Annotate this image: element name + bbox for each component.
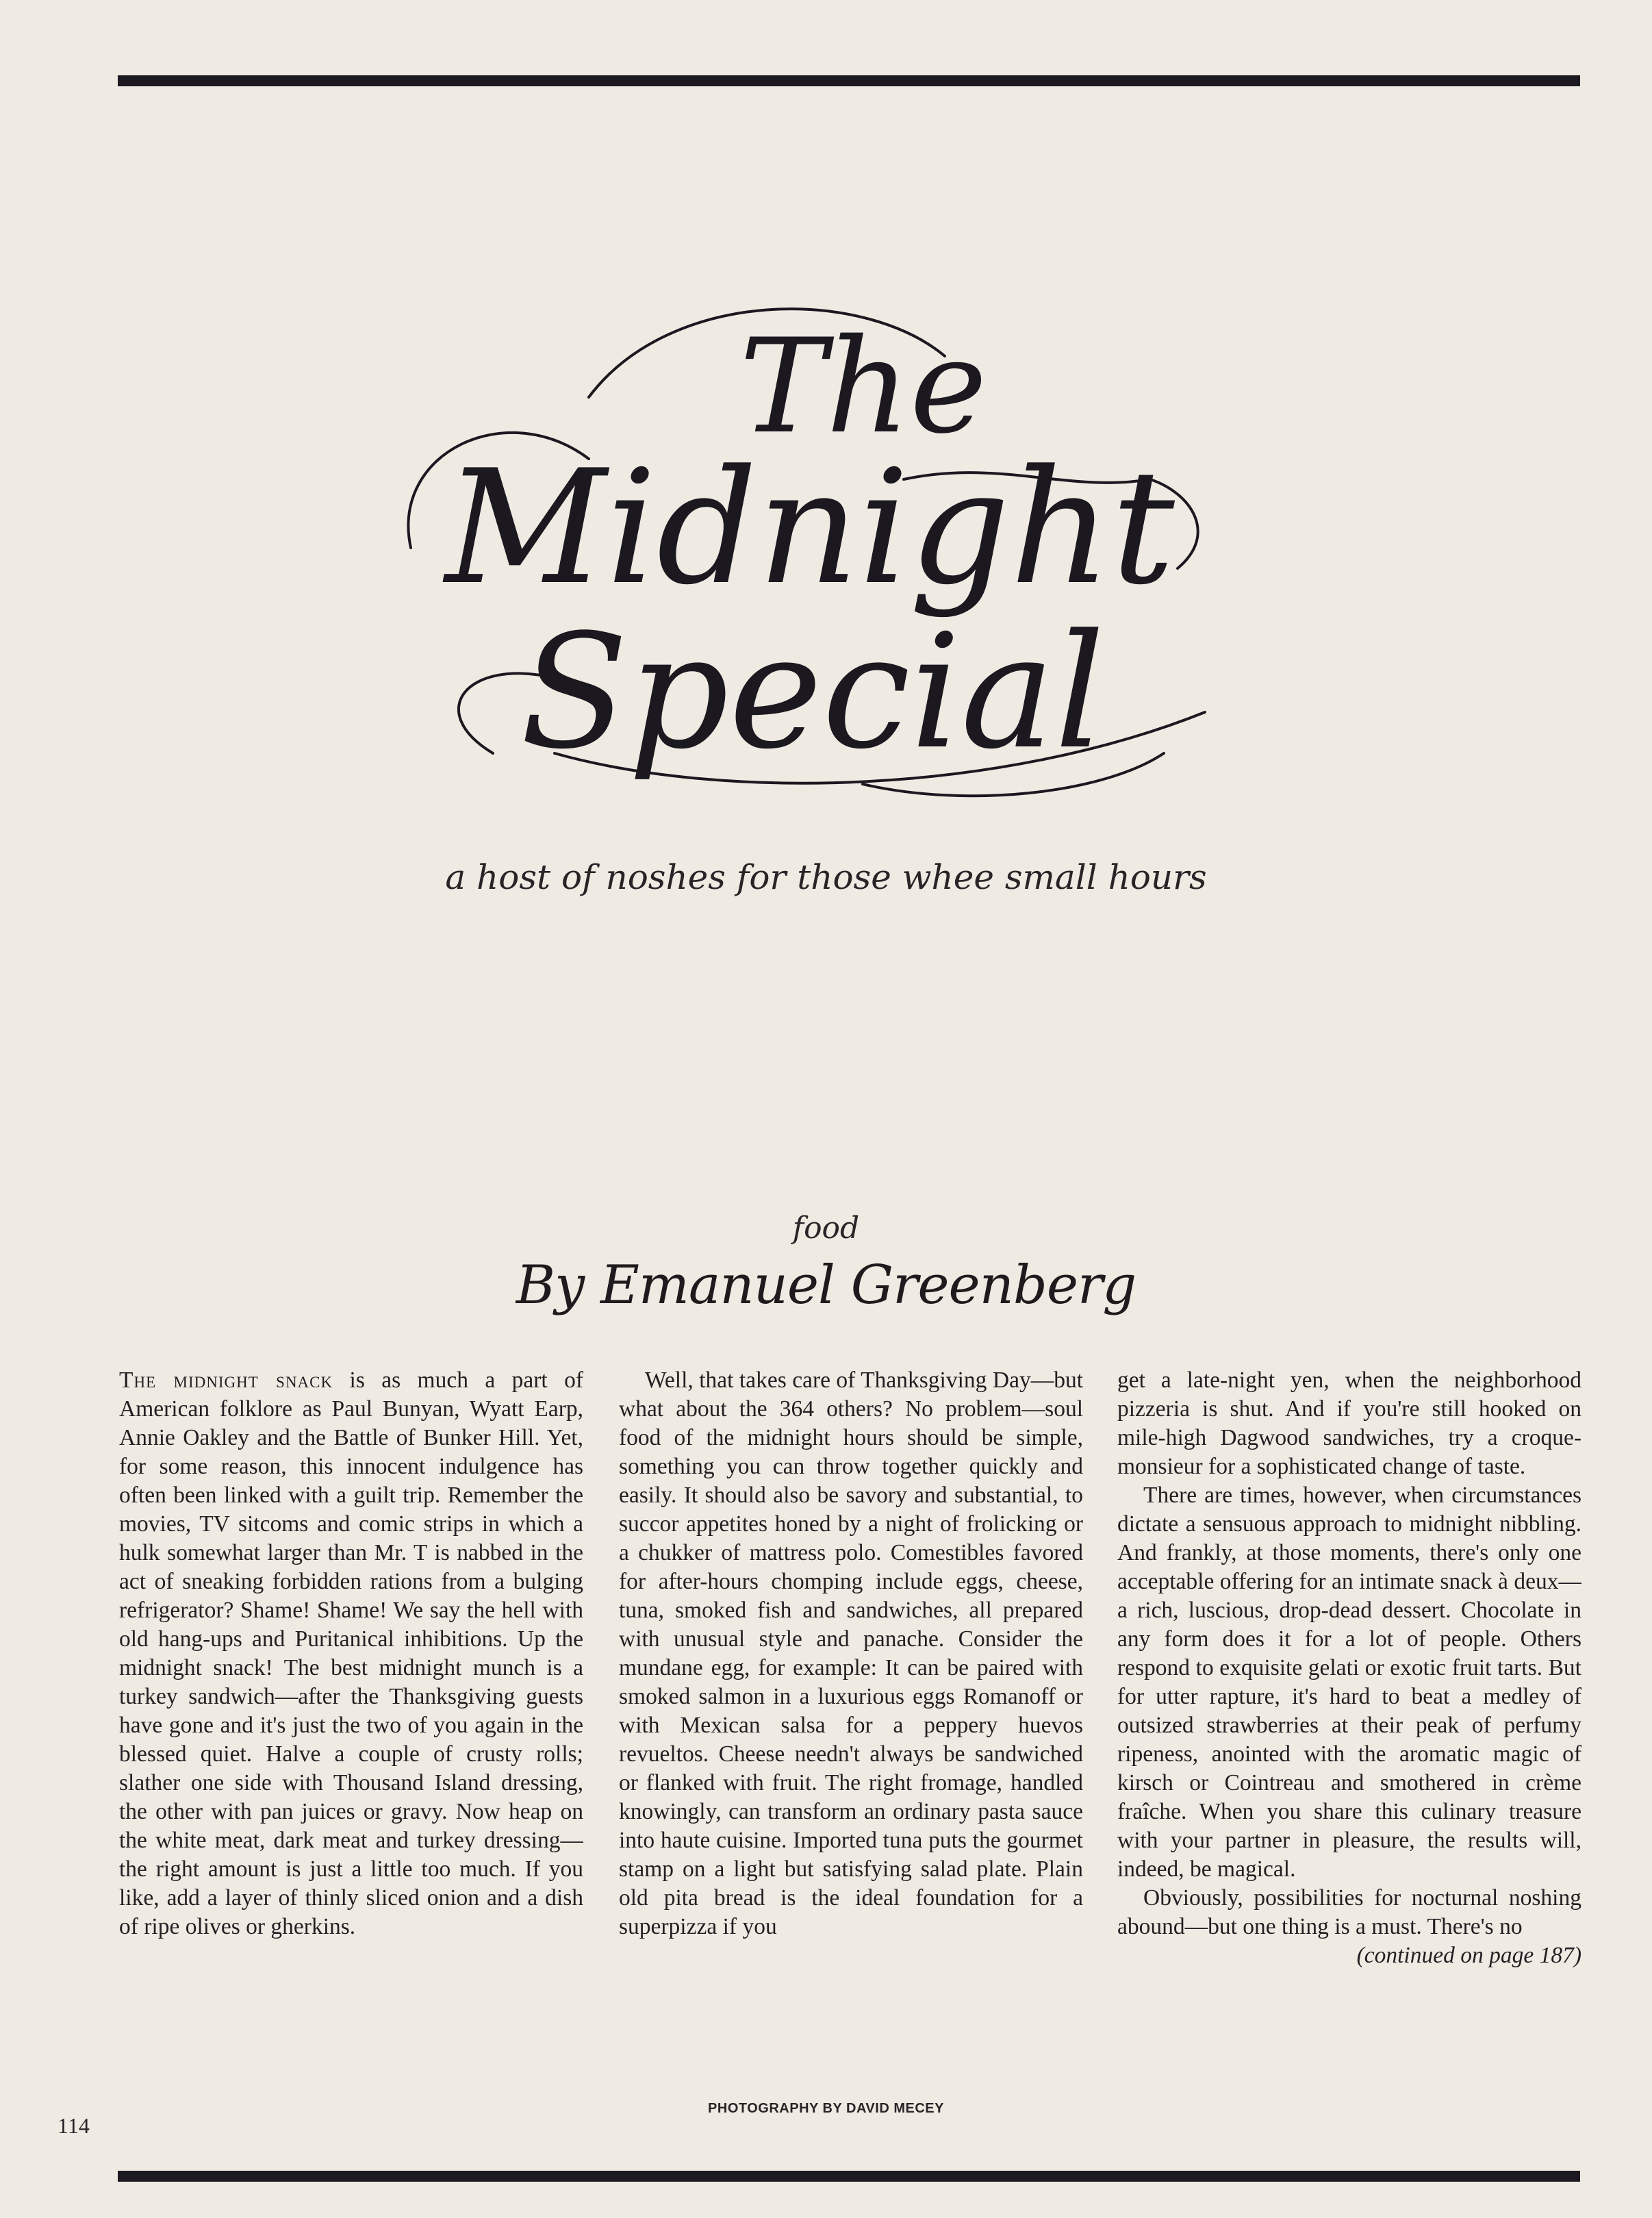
paragraph — [1117, 1884, 1581, 1968]
article-column-3 — [1117, 1366, 1581, 2082]
paragraph — [119, 1366, 583, 1941]
paragraph: There are times, however, when circumstances dictate a sensuous approach to midnight nibbling. And frankly, at those moments, there's only one acceptable offering for an intimate snack à deux—a rich, luscious, drop-dead dessert. Chocolate in any form does it for a lot of people. Others respond to exquisite gelati or exotic fruit tarts. But for utter rapture, it's hard to beat a medley of outsized strawberries at their peak of perfumy ripeness, anointed with the aromatic magic of kirsch or Cointreau and smothered in crème fraîche. When you share this culinary treasure with your partner in pleasure, the results will, indeed, be magical. — [1117, 1483, 1581, 1882]
title-logo — [383, 274, 1314, 808]
title-line-3: Special — [520, 601, 1105, 784]
paragraph: Well, that takes care of Thanksgiving Day—but what about the 364 others? No problem—soul food of the midnight hours should be simple, something you can throw together quickly and easily. It should also be savory and substantial, to succor appetites honed by a night of frolicking or a chukker of mattress polo. Comestibles favored for after-hours chomping include eggs, cheese, tuna, smoked fish and sandwiches, all prepared with unusual style and panache. Consider the mundane egg, for example: It can be paired with smoked salmon in a luxurious eggs Romanoff or with Mexican salsa for a peppery huevos revueltos. Cheese needn't always be sandwiched or flanked with fruit. The right fromage, handled knowingly, can transform an ordinary pasta sauce into haute cuisine. Imported tuna puts the gourmet stamp on a light but satisfying salad plate. Plain old pita bread is the ideal foundation for a superpizza if you — [619, 1368, 1083, 1939]
title-line-1: The — [739, 311, 987, 462]
photo-credit: PHOTOGRAPHY BY DAVID MECEY — [708, 2101, 944, 2116]
paragraph: get a late-night yen, when the neighborhood pizzeria is shut. And if you're still hooked on mile-high Dagwood sandwiches, try a croque-monsieur for a sophisticated change of taste. — [1117, 1368, 1581, 1479]
byline: By Emanuel Greenberg — [516, 1255, 1136, 1316]
continued-note[interactable]: (continued on page 187) — [1356, 1943, 1581, 1968]
bottom-rule — [118, 2171, 1580, 2182]
article-column-1 — [119, 1366, 583, 2082]
section-label: food — [792, 1211, 860, 1246]
page-number: 114 — [58, 2113, 90, 2138]
title-block — [383, 274, 1314, 808]
paragraph-text: Obviously, possibilities for nocturnal noshing abound—but one thing is a must. There's no — [1117, 1885, 1581, 1939]
lead-in: The midnight snack — [119, 1368, 333, 1393]
article-column-2 — [619, 1366, 1083, 2082]
title-line-2: Midnight — [445, 437, 1175, 620]
paragraph-text: is as much a part of American folklore as Paul Bunyan, Wyatt Earp, Annie Oakley and the Battle of Bunker Hill. Yet, for some reason, this innocent indulgence has often been linked with a guilt trip. Remember the movies, TV sitcoms and comic strips in which a hulk somewhat larger than Mr. T is nabbed in the act of sneaking forbidden rations from a bulging refrigerator? Shame! Shame! We say the hell with old hang-ups and Puritanical inhibitions. Up the midnight snack! The best midnight munch is a turkey sandwich—after the Thanksgiving guests have gone and it's just the two of you again in the blessed quiet. Halve a couple of crusty rolls; slather one side with Thousand Island dressing, the other with pan juices or gravy. Now heap on the white meat, dark meat and turkey dressing—the right amount is just a little too much. If you like, add a layer of thinly sliced onion and a dish of ripe olives or gherkins. — [119, 1368, 583, 1939]
subtitle: a host of noshes for those whee small hours — [445, 857, 1207, 897]
top-rule — [118, 75, 1580, 86]
